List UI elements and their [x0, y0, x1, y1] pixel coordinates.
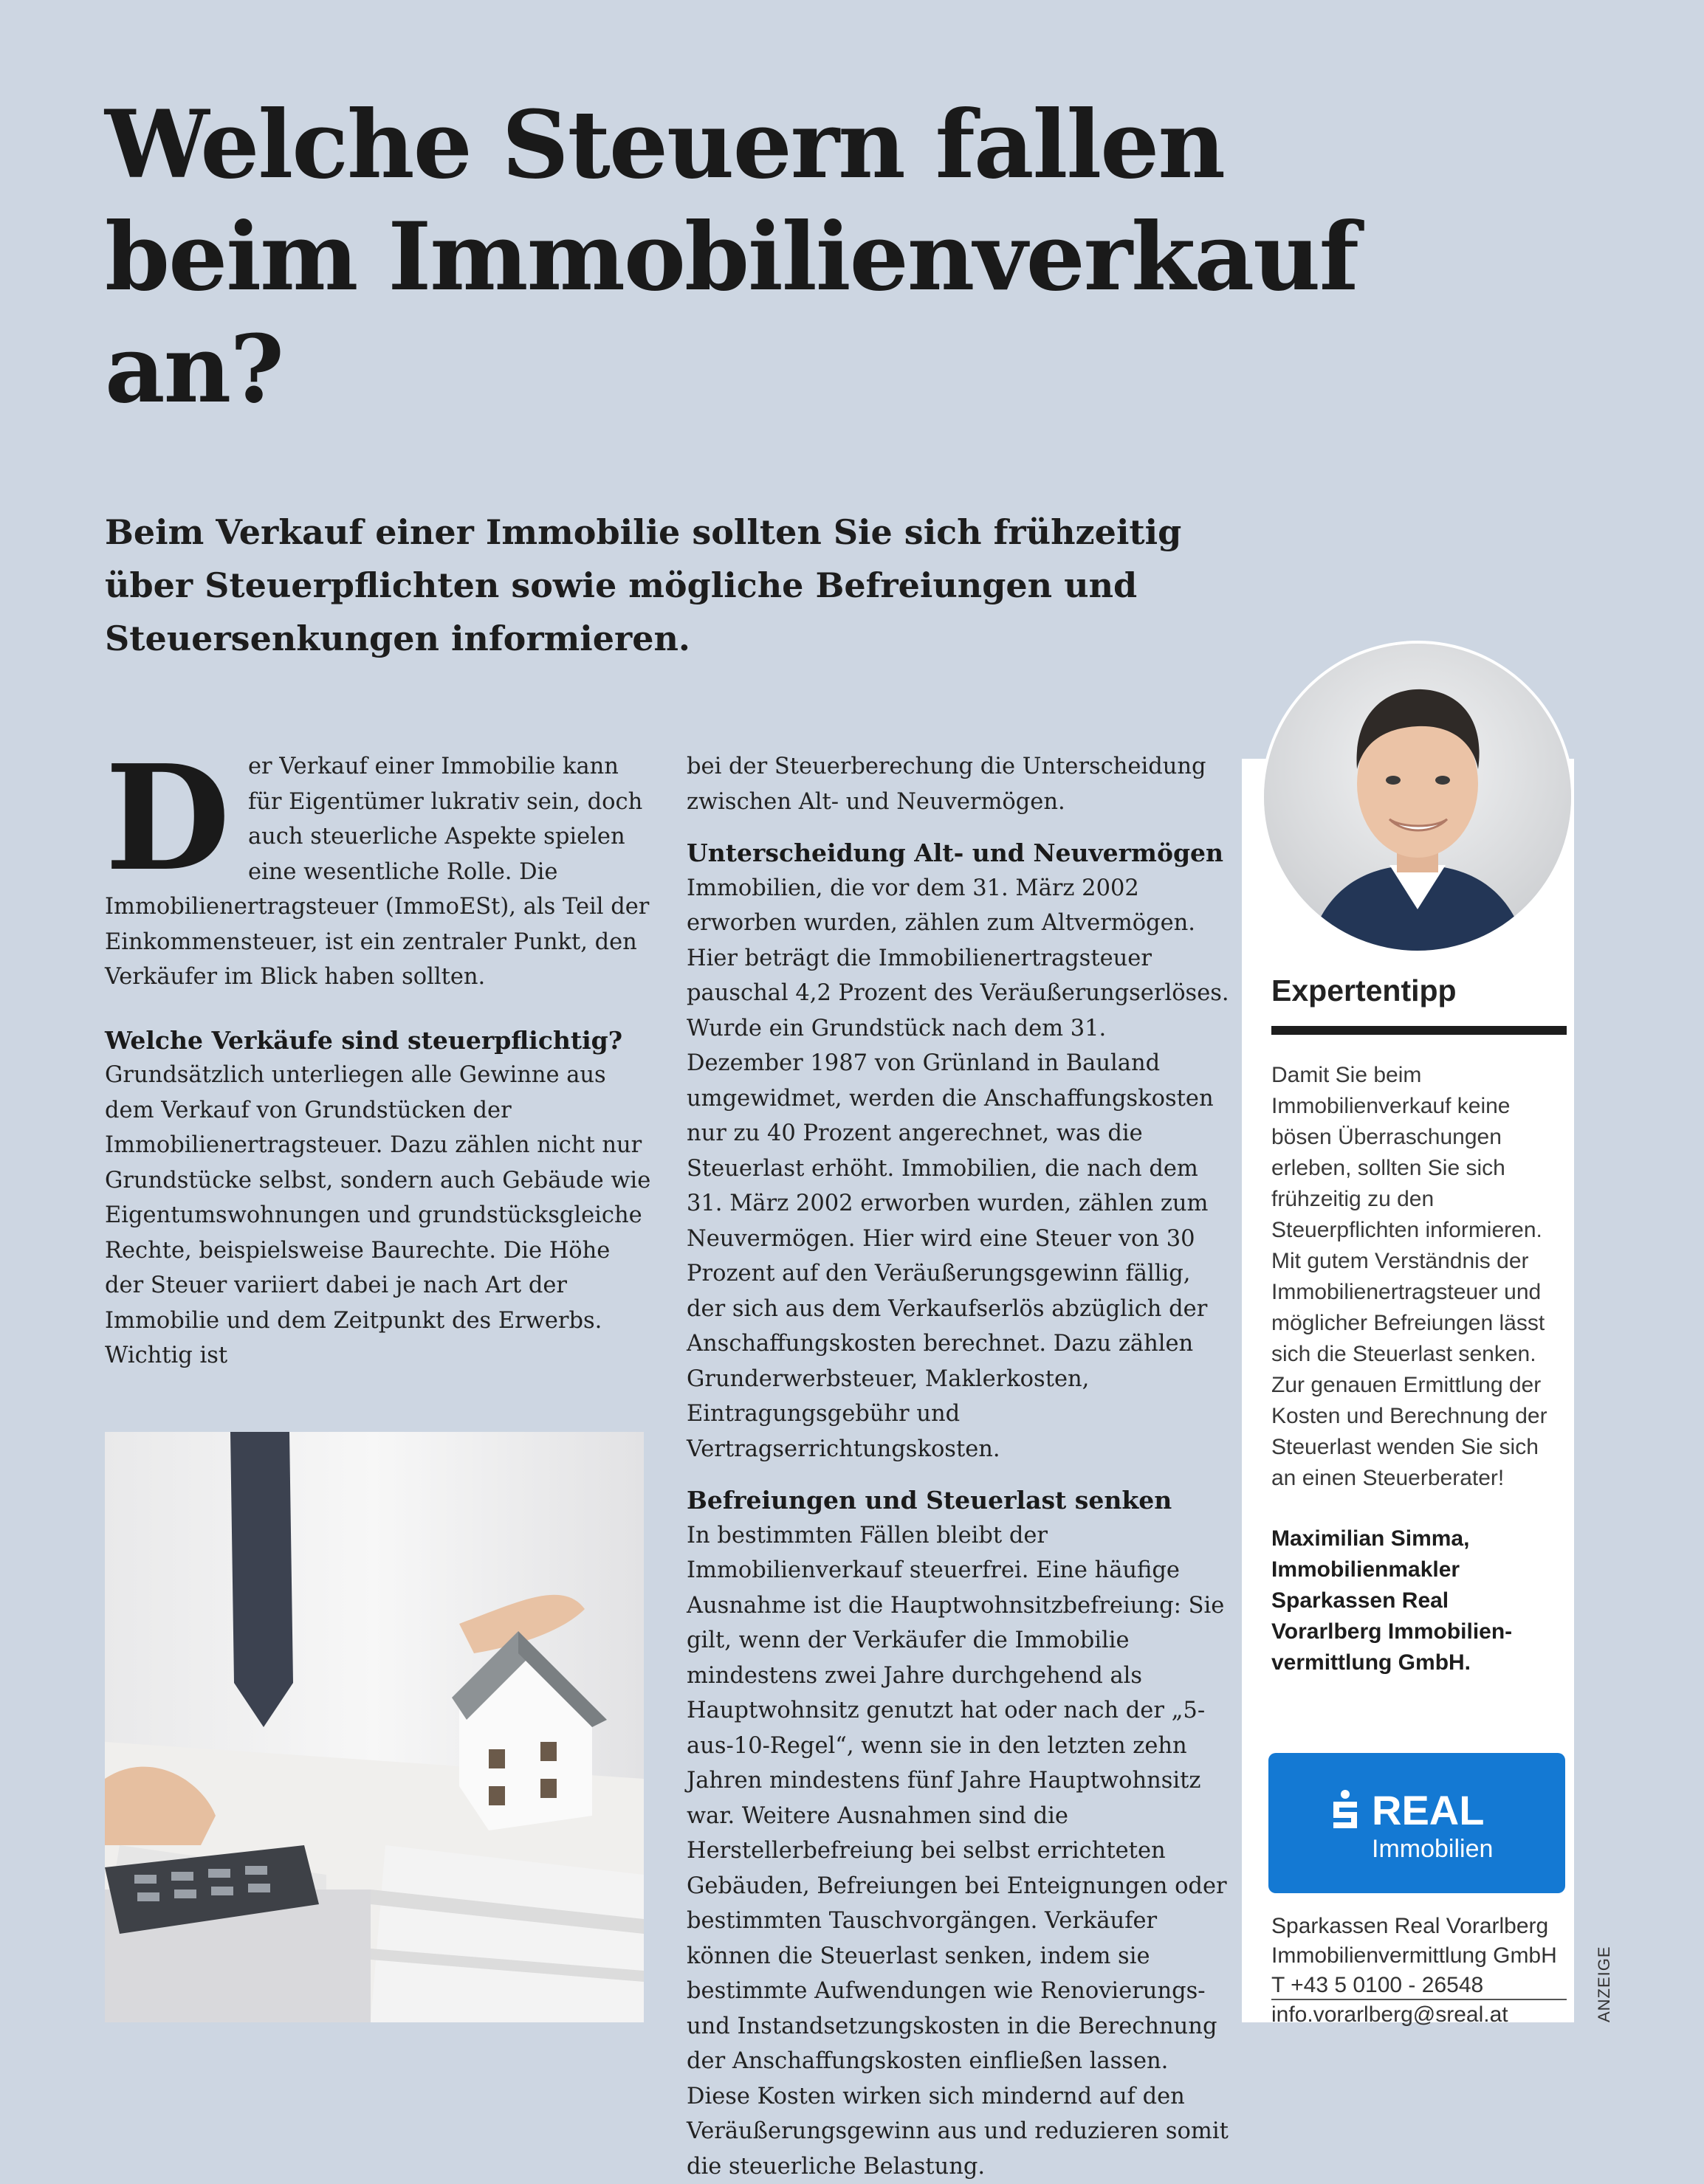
- expert-author-line: Vorarlberg Immobilien-: [1271, 1619, 1512, 1644]
- dropcap: D: [105, 759, 230, 878]
- contact-divider: [1271, 1999, 1567, 2000]
- expert-tip-title: Expertentipp: [1271, 968, 1567, 1013]
- section-heading-taxable-sales: Welche Verkäufe sind steuerpflichtig?: [105, 1023, 655, 1058]
- contact-company-2: Immobilienvermittlung GmbH: [1271, 1941, 1567, 1971]
- contact-company: Sparkassen Real Vorarlberg: [1271, 1912, 1567, 1941]
- section-heading-old-new-assets: Unterscheidung Alt- und Neuvermögen: [687, 836, 1229, 871]
- expert-author: [1271, 1523, 1567, 1678]
- section-continuation-text: bei der Steuerberechung die Unterscheidung zwischen Alt- und Neuvermögen.: [687, 749, 1229, 819]
- calculator-house-photo: [105, 1432, 644, 2022]
- contact-block: [1271, 1912, 1567, 2030]
- intro-text: er Verkauf einer Immobilie kann für Eigentümer lukrativ sein, doch auch steuerliche Aspekte spielen eine wesentliche Rolle. Die Immobilienertragsteuer (ImmoESt), als Teil der Einkommensteuer, ist ein zentraler Punkt, den Verkäufer im Blick haben sollten.: [105, 754, 649, 990]
- expert-portrait: [1261, 641, 1574, 954]
- sreal-logo: [1268, 1753, 1565, 1893]
- section-text-taxable-sales: Grundsätzlich unterliegen alle Gewinne aus dem Verkauf von Grundstücken der Immobilienertragsteuer. Dazu zählen nicht nur Grundstücke selbst, sondern auch Gebäude wie Eigentumswohnungen und grundstücksgleiche Rechte, beispielsweise Baurechte. Die Höhe der Steuer variiert dabei je nach Art der Immobilie und dem Zeitpunkt des Erwerbs. Wichtig ist: [105, 1058, 655, 1374]
- contact-email[interactable]: info.vorarlberg@sreal.at: [1271, 2000, 1567, 2030]
- logo-wordmark: REAL: [1372, 1787, 1484, 1834]
- intro-paragraph: [105, 749, 655, 995]
- expert-author-line: Sparkassen Real: [1271, 1588, 1449, 1613]
- expert-tip-content: [1271, 968, 1567, 1678]
- expert-author-line: Immobilienmakler: [1271, 1557, 1460, 1582]
- headline: Welche Steuern fallen beim Immobilienverkauf an?: [105, 89, 1360, 425]
- ad-label: ANZEIGE: [1595, 1946, 1614, 2022]
- contact-phone: T +43 5 0100 - 26548: [1271, 1971, 1567, 2000]
- article-column-1: [105, 749, 655, 1374]
- section-text-old-new-assets: Immobilien, die vor dem 31. März 2002 erworben wurden, zählen zum Altvermögen. Hier beträgt die Immobilienertragsteuer pauschal 4,2 Prozent des Veräußerungserlöses. Wurde ein Grundstück nach dem 31. Dezember 1987 von Grünland in Bauland umgewidmet, werden die Anschaffungskosten nur zu 40 Prozent angerechnet, was die Steuerlast erhöht. Immobilien, die nach dem 31. März 2002 erworben wurden, zählen zum Neuvermögen. Hier wird eine Steuer von 30 Prozent auf den Veräußerungsgewinn fällig, der sich aus dem Verkaufserlös abzüglich der Anschaffungskosten berechnet. Dazu zählen Grunderwerbsteuer, Maklerkosten, Eintragungsgebühr und Vertragserrichtungskosten.: [687, 871, 1229, 1467]
- expert-tip-divider: [1271, 1026, 1567, 1035]
- lead-paragraph: Beim Verkauf einer Immobilie sollten Sie sich frühzeitig über Steuerpflichten sowie mögliche Befreiungen und Steuersenkungen informieren.: [105, 506, 1227, 665]
- article-column-2: [687, 749, 1229, 2184]
- expert-author-line: vermittlung GmbH.: [1271, 1650, 1471, 1675]
- expert-tip-text: Damit Sie beim Immobilienverkauf keine bösen Überraschungen erleben, sollten Sie sich frühzeitig zu den Steuerpflichten informieren. Mit gutem Verständnis der Immobilienertragsteuer und möglicher Befreiungen lässt sich die Steuerlast senken. Zur genauen Ermittlung der Kosten und Berechnung der Steuerlast wenden Sie sich an einen Steuerberater!: [1271, 1060, 1567, 1494]
- expert-author-line: Maximilian Simma,: [1271, 1526, 1469, 1551]
- logo-subtitle: Immobilien: [1372, 1834, 1493, 1864]
- section-text-exemptions: In bestimmten Fällen bleibt der Immobilienverkauf steuerfrei. Eine häufige Ausnahme ist die Hauptwohnsitzbefreiung: Sie gilt, wenn der Verkäufer die Immobilie mindestens zwei Jahre durchgehend als Hauptwohnsitz genutzt hat oder nach der „5-aus-10-Regel“, wenn sie in den letzten zehn Jahren mindestens fünf Jahre Hauptwohnsitz war. Weitere Ausnahmen sind die Herstellerbefreiung bei selbst errichteten Gebäuden, Befreiungen bei Enteignungen oder bestimmten Tauschvorgängen. Verkäufer können die Steuerlast senken, indem sie bestimmte Aufwendungen wie Renovierungs- und Instandsetzungskosten in die Berechnung der Anschaffungskosten einfließen lassen. Diese Kosten wirken sich mindernd auf den Veräußerungsgewinn aus und reduzieren somit die steuerliche Belastung.: [687, 1518, 1229, 2184]
- section-heading-exemptions: Befreiungen und Steuerlast senken: [687, 1483, 1229, 1518]
- sparkasse-s-icon: [1329, 1790, 1361, 1831]
